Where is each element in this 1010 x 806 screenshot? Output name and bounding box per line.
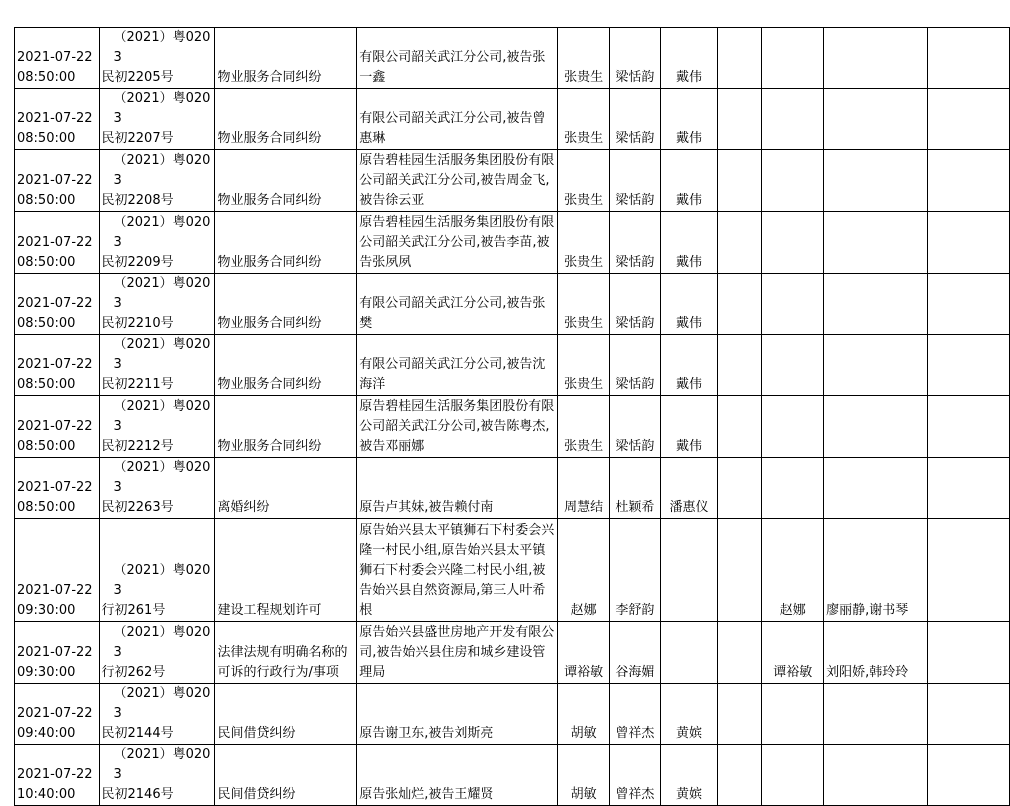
case-number-cell (99, 274, 215, 335)
case-cause: 物业服务合同纠纷 (215, 396, 357, 458)
hearing-datetime-cell (15, 150, 100, 212)
table-body (15, 28, 1010, 806)
case-cause: 建设工程规划许可 (215, 519, 357, 622)
hearing-datetime-cell (15, 622, 100, 684)
panel-judge (762, 150, 824, 212)
hearing-datetime-cell (15, 212, 100, 274)
panel-judge: 赵娜 (762, 519, 824, 622)
case-number-prefix: （2021）粤0203 (113, 215, 211, 250)
table-row (15, 745, 1010, 806)
assistant: 曾祥杰 (610, 745, 660, 806)
court-clerk: 戴伟 (660, 274, 718, 335)
case-number-cell (99, 519, 215, 622)
hearing-datetime-cell (15, 89, 100, 150)
case-number-cell (99, 622, 215, 684)
case-number-cell (99, 684, 215, 745)
case-number-suffix: 民初2212号 (101, 439, 174, 454)
hearing-time: 08:50:00 (17, 500, 76, 515)
case-cause: 物业服务合同纠纷 (215, 274, 357, 335)
court-clerk: 戴伟 (660, 28, 718, 89)
court-clerk: 戴伟 (660, 396, 718, 458)
case-parties: 原告始兴县太平镇狮石下村委会兴隆一村民小组,原告始兴县太平镇狮石下村委会兴隆二村民小组,被告始兴县自然资源局,第三人叶希根 (357, 519, 558, 622)
extra-cell-2 (927, 212, 1009, 274)
hearing-date: 2021-07-22 (17, 645, 93, 660)
case-parties: 原告碧桂园生活服务集团股份有限公司韶关武江分公司,被告周金飞,被告徐云亚 (357, 150, 558, 212)
hearing-date: 2021-07-22 (17, 296, 93, 311)
extra-cell-2 (927, 622, 1009, 684)
presiding-judge: 张贵生 (558, 150, 610, 212)
case-number-prefix: （2021）粤0203 (113, 399, 211, 434)
panel-members (824, 28, 928, 89)
case-cause: 物业服务合同纠纷 (215, 335, 357, 396)
extra-cell-1 (718, 28, 762, 89)
case-parties: 原告卢其妹,被告赖付南 (357, 458, 558, 519)
panel-judge (762, 396, 824, 458)
extra-cell-1 (718, 458, 762, 519)
table-row (15, 335, 1010, 396)
hearing-date: 2021-07-22 (17, 706, 93, 721)
hearing-datetime-cell (15, 396, 100, 458)
panel-judge (762, 274, 824, 335)
extra-cell-2 (927, 396, 1009, 458)
court-clerk: 黄嫔 (660, 745, 718, 806)
panel-members (824, 745, 928, 806)
presiding-judge: 张贵生 (558, 335, 610, 396)
table-row (15, 89, 1010, 150)
extra-cell-2 (927, 28, 1009, 89)
case-number-suffix: 民初2210号 (101, 316, 174, 331)
case-number-prefix: （2021）粤0203 (113, 91, 211, 126)
panel-members (824, 396, 928, 458)
extra-cell-1 (718, 396, 762, 458)
court-clerk: 潘惠仪 (660, 458, 718, 519)
case-parties: 原告谢卫东,被告刘斯亮 (357, 684, 558, 745)
court-clerk: 戴伟 (660, 212, 718, 274)
case-cause: 民间借贷纠纷 (215, 684, 357, 745)
court-clerk: 黄嫔 (660, 684, 718, 745)
panel-judge: 谭裕敏 (762, 622, 824, 684)
presiding-judge: 谭裕敏 (558, 622, 610, 684)
table-row (15, 396, 1010, 458)
panel-members (824, 274, 928, 335)
extra-cell-1 (718, 745, 762, 806)
table-row (15, 519, 1010, 622)
panel-members (824, 458, 928, 519)
hearing-date: 2021-07-22 (17, 419, 93, 434)
panel-members: 廖丽静,谢书琴 (824, 519, 928, 622)
assistant: 李舒韵 (610, 519, 660, 622)
hearing-date: 2021-07-22 (17, 173, 93, 188)
hearing-time: 08:50:00 (17, 131, 76, 146)
panel-judge (762, 684, 824, 745)
hearing-date: 2021-07-22 (17, 111, 93, 126)
case-cause: 民间借贷纠纷 (215, 745, 357, 806)
hearing-datetime-cell (15, 745, 100, 806)
case-number-prefix: （2021）粤0203 (113, 747, 211, 782)
extra-cell-2 (927, 335, 1009, 396)
table-row (15, 28, 1010, 89)
case-number-suffix: 民初2211号 (101, 377, 174, 392)
assistant: 梁恬韵 (610, 274, 660, 335)
presiding-judge: 张贵生 (558, 274, 610, 335)
case-number-suffix: 民初2205号 (101, 70, 174, 85)
case-number-prefix: （2021）粤0203 (113, 625, 211, 660)
extra-cell-1 (718, 212, 762, 274)
hearing-time: 09:40:00 (17, 726, 76, 741)
presiding-judge: 胡敏 (558, 684, 610, 745)
case-parties: 原告碧桂园生活服务集团股份有限公司韶关武江分公司,被告陈粤杰,被告邓丽娜 (357, 396, 558, 458)
case-number-suffix: 民初2208号 (101, 193, 174, 208)
extra-cell-2 (927, 684, 1009, 745)
extra-cell-2 (927, 89, 1009, 150)
case-number-cell (99, 396, 215, 458)
hearing-time: 08:50:00 (17, 377, 76, 392)
panel-judge (762, 745, 824, 806)
case-cause: 法律法规有明确名称的可诉的行政行为/事项 (215, 622, 357, 684)
extra-cell-1 (718, 684, 762, 745)
case-parties: 有限公司韶关武江分公司,被告曾惠琳 (357, 89, 558, 150)
case-parties: 有限公司韶关武江分公司,被告沈海洋 (357, 335, 558, 396)
case-number-suffix: 民初2146号 (101, 787, 174, 802)
case-number-suffix: 民初2207号 (101, 131, 174, 146)
case-number-prefix: （2021）粤0203 (113, 686, 211, 721)
court-clerk: 戴伟 (660, 150, 718, 212)
case-number-cell (99, 150, 215, 212)
case-number-prefix: （2021）粤0203 (113, 337, 211, 372)
case-parties: 原告张灿烂,被告王耀贤 (357, 745, 558, 806)
case-number-prefix: （2021）粤0203 (113, 460, 211, 495)
extra-cell-2 (927, 519, 1009, 622)
hearing-time: 09:30:00 (17, 665, 76, 680)
table-row (15, 150, 1010, 212)
case-number-cell (99, 745, 215, 806)
case-number-prefix: （2021）粤0203 (113, 276, 211, 311)
hearing-time: 08:50:00 (17, 70, 76, 85)
table-row (15, 622, 1010, 684)
hearing-datetime-cell (15, 684, 100, 745)
extra-cell-1 (718, 519, 762, 622)
hearing-time: 08:50:00 (17, 255, 76, 270)
case-number-cell (99, 458, 215, 519)
assistant: 杜颖希 (610, 458, 660, 519)
hearing-schedule-table (14, 27, 1010, 806)
panel-judge (762, 335, 824, 396)
table-row (15, 274, 1010, 335)
court-clerk (660, 519, 718, 622)
panel-judge (762, 28, 824, 89)
hearing-date: 2021-07-22 (17, 583, 93, 598)
presiding-judge: 张贵生 (558, 89, 610, 150)
hearing-time: 08:50:00 (17, 439, 76, 454)
case-cause: 物业服务合同纠纷 (215, 212, 357, 274)
extra-cell-1 (718, 622, 762, 684)
hearing-datetime-cell (15, 335, 100, 396)
extra-cell-2 (927, 274, 1009, 335)
hearing-date: 2021-07-22 (17, 50, 93, 65)
hearing-date: 2021-07-22 (17, 767, 93, 782)
presiding-judge: 周慧结 (558, 458, 610, 519)
extra-cell-2 (927, 745, 1009, 806)
case-number-cell (99, 212, 215, 274)
case-cause: 物业服务合同纠纷 (215, 150, 357, 212)
assistant: 梁恬韵 (610, 396, 660, 458)
extra-cell-1 (718, 335, 762, 396)
hearing-date: 2021-07-22 (17, 480, 93, 495)
assistant: 曾祥杰 (610, 684, 660, 745)
hearing-time: 09:30:00 (17, 603, 76, 618)
court-clerk: 戴伟 (660, 89, 718, 150)
hearing-datetime-cell (15, 28, 100, 89)
court-clerk: 戴伟 (660, 335, 718, 396)
case-number-prefix: （2021）粤0203 (113, 563, 211, 598)
hearing-datetime-cell (15, 519, 100, 622)
extra-cell-2 (927, 150, 1009, 212)
panel-members (824, 684, 928, 745)
presiding-judge: 胡敏 (558, 745, 610, 806)
hearing-datetime-cell (15, 274, 100, 335)
panel-judge (762, 212, 824, 274)
panel-judge (762, 458, 824, 519)
hearing-datetime-cell (15, 458, 100, 519)
panel-members (824, 150, 928, 212)
table-row (15, 212, 1010, 274)
hearing-time: 08:50:00 (17, 316, 76, 331)
case-number-prefix: （2021）粤0203 (113, 153, 211, 188)
presiding-judge: 张贵生 (558, 28, 610, 89)
hearing-time: 08:50:00 (17, 193, 76, 208)
assistant: 梁恬韵 (610, 28, 660, 89)
case-number-suffix: 民初2263号 (101, 500, 174, 515)
panel-members (824, 89, 928, 150)
extra-cell-2 (927, 458, 1009, 519)
case-number-suffix: 民初2209号 (101, 255, 174, 270)
assistant: 梁恬韵 (610, 89, 660, 150)
assistant: 梁恬韵 (610, 150, 660, 212)
case-number-suffix: 行初262号 (101, 665, 166, 680)
case-parties: 有限公司韶关武江分公司,被告张樊 (357, 274, 558, 335)
assistant: 谷海媚 (610, 622, 660, 684)
presiding-judge: 赵娜 (558, 519, 610, 622)
table-row (15, 458, 1010, 519)
case-number-prefix: （2021）粤0203 (113, 30, 211, 65)
case-cause: 物业服务合同纠纷 (215, 89, 357, 150)
presiding-judge: 张贵生 (558, 396, 610, 458)
case-parties: 原告碧桂园生活服务集团股份有限公司韶关武江分公司,被告李苗,被告张夙夙 (357, 212, 558, 274)
case-number-suffix: 行初261号 (101, 603, 166, 618)
hearing-date: 2021-07-22 (17, 357, 93, 372)
assistant: 梁恬韵 (610, 212, 660, 274)
hearing-time: 10:40:00 (17, 787, 76, 802)
panel-members (824, 335, 928, 396)
case-number-suffix: 民初2144号 (101, 726, 174, 741)
presiding-judge: 张贵生 (558, 212, 610, 274)
case-number-cell (99, 89, 215, 150)
extra-cell-1 (718, 89, 762, 150)
assistant: 梁恬韵 (610, 335, 660, 396)
case-parties: 原告始兴县盛世房地产开发有限公司,被告始兴县住房和城乡建设管理局 (357, 622, 558, 684)
panel-members (824, 212, 928, 274)
case-cause: 物业服务合同纠纷 (215, 28, 357, 89)
panel-members: 刘阳娇,韩玲玲 (824, 622, 928, 684)
extra-cell-1 (718, 274, 762, 335)
hearing-date: 2021-07-22 (17, 235, 93, 250)
case-number-cell (99, 28, 215, 89)
case-number-cell (99, 335, 215, 396)
extra-cell-1 (718, 150, 762, 212)
table-row (15, 684, 1010, 745)
case-parties: 有限公司韶关武江分公司,被告张一鑫 (357, 28, 558, 89)
panel-judge (762, 89, 824, 150)
court-clerk (660, 622, 718, 684)
case-cause: 离婚纠纷 (215, 458, 357, 519)
